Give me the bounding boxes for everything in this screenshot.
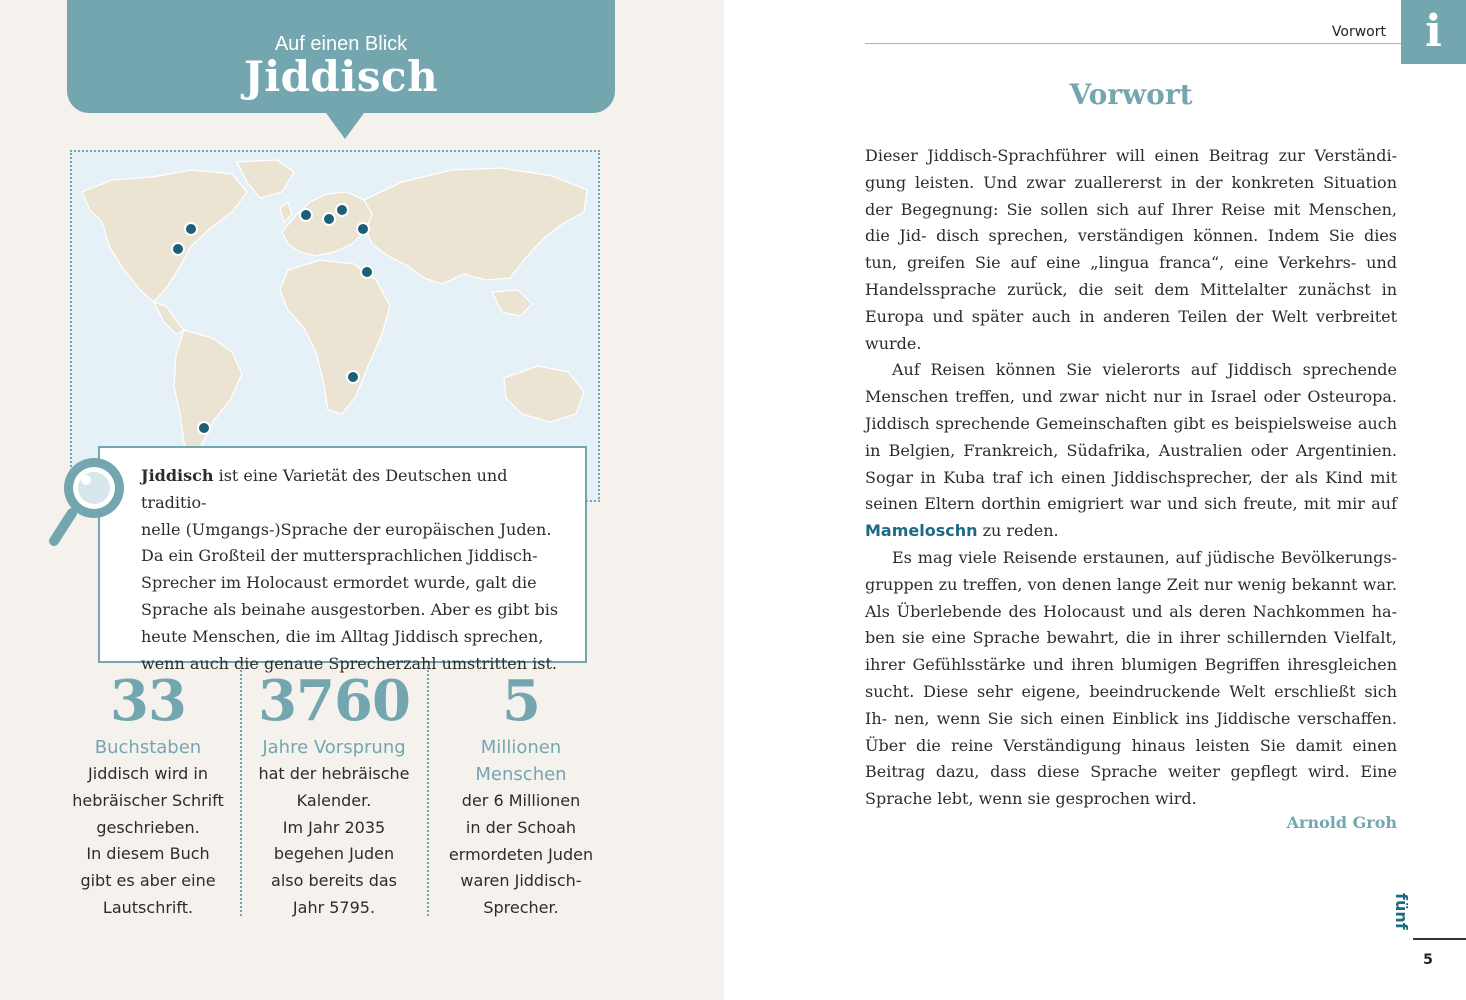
map-marker-antwerp: [300, 209, 312, 221]
map-uk: [280, 202, 292, 222]
stat-desc-line: ermordeten Juden: [448, 844, 594, 864]
stat-desc-line: Kalender.: [296, 790, 372, 810]
definition-line: wenn auch die genaue Sprecherzahl umstritten ist.: [141, 653, 558, 673]
definition-line: Da ein Großteil der muttersprachlichen Jiddisch-: [141, 546, 538, 566]
stat-desc-line: begehen Juden: [273, 844, 395, 864]
right-page: [724, 0, 1466, 1000]
foreword-text: [865, 143, 1397, 813]
stat-letters: [58, 668, 238, 922]
stat-label: Millionen: [480, 737, 562, 758]
definition-line: Sprache als beinahe ausgestorben. Aber es gibt bis: [141, 599, 559, 619]
text-line: wenn sie gesprochen wird.: [978, 789, 1197, 809]
stat-speakers: [430, 668, 612, 922]
map-marker-montreal: [185, 223, 197, 235]
page-number: 5: [1423, 952, 1433, 968]
text-line: auch in anderen Teilen der Welt verbreitet wurde.: [865, 306, 1398, 353]
header-rule: [865, 43, 1401, 44]
map-marker-vilnius: [336, 204, 348, 216]
text-line: Als Überlebende des Holocaust und als deren Nachkommen ha-: [865, 601, 1397, 621]
definition-box: [98, 446, 587, 673]
stat-desc-line: In diesem Buch: [86, 844, 210, 864]
definition-term: Jiddisch: [141, 466, 214, 485]
stat-divider: [240, 666, 242, 916]
definition-line: Sprecher im Holocaust ermordet wurde, galt die: [141, 573, 537, 593]
page-word: fünf: [1392, 893, 1411, 930]
stat-desc-line: Jiddisch wird in: [88, 764, 208, 783]
stat-label: Buchstaben: [94, 737, 202, 758]
stat-calendar: [243, 668, 425, 922]
banner-kicker: Auf einen Blick: [274, 33, 408, 55]
stat-desc-line: also bereits das: [271, 871, 397, 891]
text-line: disch sprechen, verständigen können. Indem Sie dies tun, greifen: [865, 226, 1398, 273]
text-line: gruppen zu treffen, von denen lange Zeit nur wenig bekannt war.: [865, 574, 1397, 594]
paragraph: [865, 143, 1397, 357]
stat-desc-line: waren Jiddisch-: [460, 871, 582, 891]
text-line: Dieser Jiddisch-Sprachführer will einen Beitrag zur Verständi-: [865, 146, 1397, 165]
stat-desc-line: Lautschrift.: [102, 897, 194, 917]
text-line: gung leisten. Und zwar zuallererst in der konkreten Situation der: [865, 172, 1397, 219]
left-page: [0, 0, 724, 1000]
text-line: ben sie eine Sprache bewahrt, die in ihrer schillernden Vielfalt,: [865, 628, 1397, 648]
definition-line: ist eine Varietät des Deutschen und traditio-: [141, 466, 508, 512]
text-line: Menschen treffen, und zwar nicht nur in Israel oder Osteuropa.: [865, 387, 1397, 407]
map-marker-new-york: [172, 243, 184, 255]
stat-desc-line: Sprecher.: [483, 898, 559, 918]
map-australia: [504, 366, 584, 422]
map-central-america: [154, 302, 184, 334]
paragraph: [865, 545, 1397, 813]
stat-number: 33: [110, 668, 186, 734]
text-line: Sogar in Kuba traf ich einen Jiddischsprecher, der als Kind mit: [865, 467, 1397, 487]
stat-desc-line: gibt es aber eine: [80, 871, 216, 891]
stat-divider: [427, 666, 429, 916]
page-title: Vorwort: [1069, 78, 1193, 111]
text-line: Sie auf eine „lingua franca“, eine Verkehrs- und Handelssprache: [865, 253, 1398, 299]
stat-desc-line: in der Schoah: [465, 817, 577, 837]
map-north-america: [82, 170, 247, 302]
paragraph: [865, 357, 1397, 545]
banner-title: Jiddisch: [243, 52, 439, 101]
map-marker-israel: [361, 266, 373, 278]
stat-number: 5: [502, 668, 540, 734]
stat-desc-line: Im Jahr 2035: [282, 817, 386, 837]
stat-number: 3760: [258, 668, 410, 734]
stat-label: Menschen: [475, 764, 567, 785]
text-line: Auf Reisen können Sie vielerorts auf Jiddisch sprechende: [892, 360, 1397, 380]
map-marker-kiev: [357, 223, 369, 235]
footer-rule: [1413, 938, 1466, 940]
banner-pointer: [326, 113, 364, 139]
stat-desc-line: der 6 Millionen: [461, 791, 581, 810]
text-line: nen, wenn Sie sich einen Einblick ins Jiddische verschaffen. Über: [865, 708, 1397, 755]
text-line: in Belgien, Frankreich, Südafrika, Australien oder Argentinien.: [865, 440, 1397, 460]
overview-banner: [67, 0, 615, 113]
author-signature: Arnold Groh: [1286, 813, 1397, 832]
stat-desc-line: Jahr 5795.: [292, 897, 376, 917]
stat-desc-line: geschrieben.: [96, 817, 200, 837]
map-marker-buenos-aires: [198, 422, 210, 434]
text-line: sucht. Diese sehr eigene, beeindruckende Welt erschließt sich Ih-: [865, 681, 1397, 728]
text-line: zurück, die seit dem Mittelalter zunächst in Europa und später: [865, 279, 1398, 326]
text-line: Begegnung: Sie sollen sich auf Ihrer Reise mit Menschen, die Jid-: [865, 199, 1397, 246]
stat-desc-line: hat der hebräische: [258, 764, 410, 783]
definition-line: heute Menschen, die im Alltag Jiddisch sprechen,: [141, 626, 544, 646]
running-head: Vorwort: [1331, 24, 1386, 40]
map-marker-warsaw: [323, 213, 335, 225]
definition-line: nelle (Umgangs-)Sprache der europäischen Juden.: [141, 519, 552, 539]
text-line: seinen Eltern dorthin emigriert war und sich freute, mit mir auf: [865, 494, 1397, 514]
text-line: Jiddisch sprechende Gemeinschaften gibt es beispielsweise auch: [865, 413, 1397, 433]
info-icon: i: [1401, 0, 1466, 64]
text-line: Es mag viele Reisende erstaunen, auf jüdische Bevölkerungs-: [892, 547, 1397, 567]
map-marker-south-africa: [347, 371, 359, 383]
map-asia: [364, 168, 587, 284]
stat-desc-line: hebräischer Schrift: [72, 790, 224, 810]
keyword-mameloschn: Mameloschn: [865, 521, 978, 541]
map-south-america: [174, 330, 242, 464]
magnifier-icon: [46, 453, 130, 549]
text-line: ihrer Gefühlsstärke und ihren blumigen Begriffen ihresgleichen: [865, 655, 1397, 675]
text-line: dazu, dass diese Sprache weiter gepflegt wird. Eine Sprache lebt,: [865, 762, 1397, 809]
map-africa: [280, 260, 390, 414]
text-line: die reine Verständigung hinaus leisten Sie damit einen Beitrag: [865, 735, 1397, 782]
text-line: zu reden.: [977, 521, 1059, 541]
stat-label: Jahre Vorsprung: [262, 737, 406, 758]
map-southeast-asia: [492, 290, 532, 316]
